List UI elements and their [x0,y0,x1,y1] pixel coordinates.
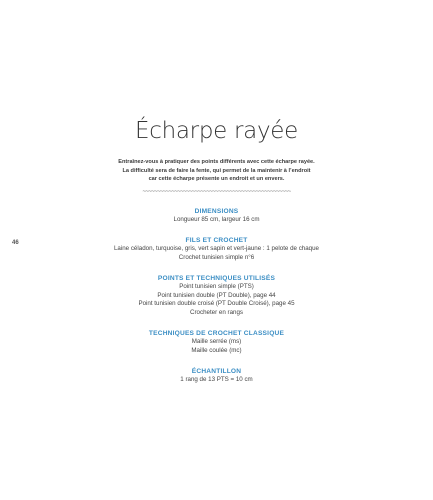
wavy-divider: ~~~~~~~~~~~~~~~~~~~~~~~~~~~~~~~~~~~~~~~~~~~~~~~~~~~ [142,188,291,195]
section-line: Maille serrée (ms) [191,338,242,346]
section-classic-techniques [0,329,433,355]
section-heading: DIMENSIONS [194,207,239,215]
page-number: 46 [12,240,19,246]
section-heading: ÉCHANTILLON [191,368,242,376]
page-title: Écharpe rayée [135,118,298,144]
intro-line: car cette écharpe présente un endroit et un envers. [148,176,285,183]
section-yarn-and-hook [0,236,433,262]
section-line: Point tunisien double (PT Double), page 44 [157,291,276,299]
section-line: Maille coulée (mc) [191,346,242,354]
recipe-content [0,118,433,385]
section-heading: POINTS ET TECHNIQUES UTILISÉS [157,275,276,283]
section-heading: FILS ET CROCHET [185,237,248,245]
section-stitches [0,274,433,317]
intro-paragraph [0,158,433,184]
section-gauge [0,367,433,385]
intro-line: La difficulté sera de faire la fente, qui permet de la maintenir à l’endroit [122,167,311,174]
intro-line: Entraînez-vous à pratiquer des points différents avec cette écharpe rayée. [118,159,315,165]
section-line: Longueur 85 cm, largeur 16 cm [173,215,260,223]
section-line: Crocheter en rangs [190,308,243,316]
section-line: Point tunisien simple (PTS) [179,283,254,291]
section-line: 1 rang de 13 PTS = 10 cm [180,376,253,384]
section-line: Point tunisien double croisé (PT Double Croisé), page 45 [138,300,295,308]
section-heading: TECHNIQUES DE CROCHET CLASSIQUE [148,330,285,338]
section-line: Crochet tunisien simple n°6 [178,253,255,261]
section-line: Laine céladon, turquoise, gris, vert sapin et vert-jaune : 1 pelote de chaque [113,245,319,253]
section-dimensions [0,207,433,225]
